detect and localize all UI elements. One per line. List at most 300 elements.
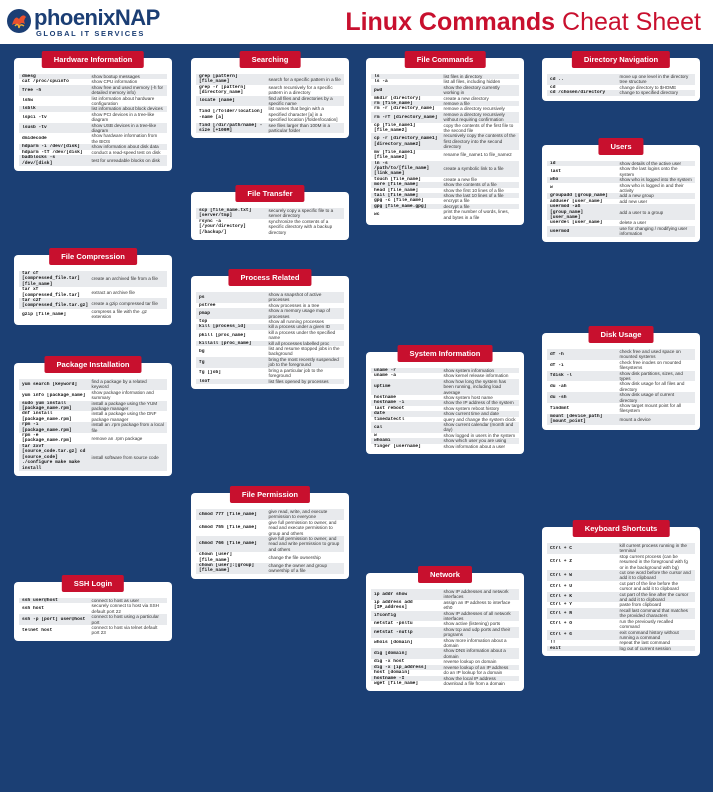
command-row	[547, 543, 695, 554]
command-text: usermod -aG [group_name] [user_name]	[550, 204, 584, 221]
card-users	[542, 142, 700, 242]
command-row	[196, 308, 344, 319]
command-description: run the previously recalled command	[619, 618, 674, 630]
command-row	[547, 581, 695, 592]
command-text: tail [file_name]	[374, 192, 419, 198]
card-rows	[547, 349, 695, 425]
command-text: uptime	[374, 384, 391, 390]
card-system-information	[366, 349, 524, 454]
command-row	[547, 204, 695, 220]
command-description: give read, write, and execute permission to everyone	[268, 509, 328, 520]
command-description: encrypt a file	[443, 198, 470, 204]
command-row	[371, 209, 519, 220]
command-description: repeat the last command	[619, 640, 671, 646]
command-description: print the number of words, lines, and bytes in a file	[443, 209, 509, 220]
command-text: dig -x [ip_address]	[374, 664, 427, 670]
command-description: install software from source code	[91, 454, 159, 460]
command-description: show tcp and udp ports and their programs	[443, 626, 511, 638]
command-description: give full permission to owner, and read and execute permission to group and others	[268, 519, 337, 536]
command-text: find [/folder/location] -name [a]	[199, 109, 263, 120]
command-description: show kernel release information	[443, 373, 509, 379]
command-description: check free inodes on mounted filesystems	[619, 359, 682, 371]
command-text: ps	[199, 294, 205, 300]
command-row	[196, 96, 344, 107]
command-description: remove a directory recursively	[443, 106, 505, 112]
card-rows	[196, 509, 344, 574]
card-title: Directory Navigation	[572, 51, 670, 68]
command-description: install a package using the YUM package manager	[91, 400, 158, 412]
command-description: show IP addresses and network interfaces	[443, 589, 509, 600]
command-row	[196, 357, 344, 368]
command-text: df -h	[550, 351, 564, 357]
command-description: create a new directory	[443, 95, 489, 101]
command-description: conduct a read-speed test on disk	[91, 149, 161, 155]
command-text: rpm -i [package_name.rpm]	[22, 422, 72, 433]
command-description: show disk usage for all files and directory	[619, 381, 685, 392]
command-description: show the last logins onto the system	[619, 166, 678, 177]
command-text: uname -r	[374, 368, 397, 373]
command-row	[547, 554, 695, 570]
command-description: query and change the system clock	[443, 416, 516, 422]
command-text: lsof	[199, 378, 211, 384]
command-row	[19, 390, 167, 401]
command-row	[196, 85, 344, 96]
command-row	[19, 85, 167, 96]
command-row	[547, 90, 695, 95]
command-text: fdisk -l	[550, 373, 573, 379]
command-row	[371, 600, 519, 611]
command-description: show PCI devices in a tree-like diagram	[91, 111, 155, 123]
command-description: log out of current session	[619, 645, 671, 651]
command-description: show system reboot history	[443, 405, 500, 411]
command-description: create a gzip compressed tar file	[91, 300, 158, 306]
command-row	[547, 349, 695, 360]
card-title: Package Installation	[44, 356, 141, 373]
command-text: netstat -nutlp	[374, 629, 413, 635]
command-description: show how long the system has been running, including load average	[443, 378, 507, 395]
command-text: date	[374, 411, 386, 417]
command-description: use for changing / modifying user information	[619, 225, 688, 237]
command-text: cat /proc/cpuinfo	[22, 79, 69, 85]
command-description: create a symbolic link to a file	[443, 165, 504, 171]
command-description: securely connect to host via SSH default port 22	[91, 603, 159, 614]
command-text: mount [device_path] [mount_point]	[550, 413, 603, 425]
command-description: cut part of the line after the cursor and add it to clipboard	[619, 591, 689, 603]
command-text: exit	[550, 645, 562, 651]
command-text: finger [username]	[374, 443, 421, 449]
command-description: add a user to a group	[619, 209, 664, 215]
command-description: show DNS information about a domain	[443, 648, 506, 659]
command-description: connect to host as user	[91, 598, 140, 603]
command-text: ls -a	[374, 79, 388, 85]
command-text: head [file_name]	[374, 187, 419, 193]
command-text: gpg -c [file_name]	[374, 198, 424, 204]
command-text: hostname -I	[374, 675, 405, 681]
command-text: df -i	[550, 362, 564, 368]
command-text: dmidecode	[22, 136, 47, 142]
command-row	[371, 638, 519, 649]
command-row	[547, 608, 695, 619]
command-row	[547, 570, 695, 581]
command-text: whois [domain]	[374, 640, 413, 646]
command-text: dig [domain]	[374, 651, 408, 657]
command-text: ifconfig	[374, 613, 397, 619]
card-file-commands	[366, 55, 524, 225]
command-text: mkdir [directory]	[374, 95, 421, 101]
command-text: chmod 766 [file_name]	[199, 541, 257, 547]
command-text: ip addr show	[374, 591, 408, 597]
card-rows	[19, 271, 167, 320]
command-text: rm [file_name]	[374, 101, 413, 107]
command-row	[196, 208, 344, 219]
command-row	[19, 309, 167, 320]
command-text: usermod	[550, 228, 570, 234]
command-description: create a new file	[443, 176, 477, 182]
command-text: ln -s /path/to/[file_name] [link_name]	[374, 160, 430, 177]
command-description: rename file_name1 to file_name2	[443, 152, 512, 158]
command-text: last reboot	[374, 405, 405, 411]
command-description: see files larger than 100M in a particular folder	[268, 122, 331, 134]
command-text: timedatectl	[374, 416, 405, 422]
command-row	[547, 646, 695, 651]
command-row	[19, 411, 167, 422]
command-text: ls	[374, 74, 380, 79]
command-description: show which user you are using	[443, 438, 507, 444]
command-description: check free and used space on mounted systems	[619, 349, 681, 360]
command-row	[547, 371, 695, 382]
command-description: show the directory currently working in	[443, 84, 500, 96]
command-description: recursively copy the contents of the first directory into the second directory	[443, 133, 516, 150]
command-text: uname -a	[374, 373, 397, 379]
command-text: killall [proc_name]	[199, 340, 252, 346]
command-text: groupadd [group_name]	[550, 193, 608, 199]
command-description: kill current process running in the terminal	[619, 543, 687, 554]
card-rows	[371, 589, 519, 686]
card-title: File Transfer	[235, 185, 304, 202]
command-description: list all files, including hidden	[443, 79, 501, 85]
command-text: fg [job]	[199, 370, 222, 376]
brand-name: phoenixNAP	[34, 5, 160, 30]
command-row	[19, 433, 167, 444]
command-text: Ctrl + K	[550, 594, 573, 600]
command-row	[19, 379, 167, 390]
command-text: netstat -pnltu	[374, 621, 413, 627]
command-row	[19, 133, 167, 144]
card-rows	[547, 161, 695, 237]
command-description: show the first 10 lines of a file	[443, 187, 504, 193]
command-description: move up one level in the directory tree structure	[619, 74, 689, 85]
card-process-related	[191, 273, 349, 389]
command-row	[196, 520, 344, 536]
command-text: id	[550, 161, 556, 166]
command-description: give full permission to owner, and read and write permission to group and others	[268, 536, 340, 552]
command-text: ssh -p [port] user@host	[22, 616, 86, 622]
command-text: hostname	[374, 395, 397, 401]
command-description: do an IP lookup for a domain	[443, 670, 503, 676]
card-rows	[547, 543, 695, 651]
command-row	[371, 85, 519, 96]
command-text: ip address add [IP_address]	[374, 599, 413, 611]
command-text: chown [user]:[group] [file_name]	[199, 563, 255, 574]
command-description: compress a file with the .gz extension	[91, 308, 147, 320]
card-title: System Information	[398, 345, 493, 362]
command-text: grep -r [pattern] [directory_name]	[199, 84, 246, 96]
command-text: touch [file_name]	[374, 176, 421, 182]
command-description: change to specified directory	[619, 90, 679, 96]
command-description: exit command history without running a command	[619, 629, 679, 640]
command-description: kill a process under a given ID	[268, 324, 331, 330]
command-text: kill [process_id]	[199, 324, 246, 330]
command-text: Ctrl + Y	[550, 602, 573, 608]
command-description: remove a directory recursively without requiring confirmation	[443, 111, 505, 123]
command-description: copy the contents of the first file to the second file	[443, 122, 514, 134]
command-description: mount a device	[619, 416, 651, 422]
command-description: test for unreadable blocks on disk	[91, 157, 160, 163]
command-description: find all files and directories by a specific name	[268, 95, 333, 107]
command-text: more [file_name]	[374, 182, 419, 188]
command-row	[19, 401, 167, 412]
card-title: Hardware Information	[42, 51, 144, 68]
card-rows	[196, 292, 344, 384]
command-row	[19, 271, 167, 287]
command-row	[371, 611, 519, 622]
command-text: dmesg	[22, 74, 36, 79]
command-description: show a snapshot of active processes	[268, 292, 322, 303]
command-text: fg	[199, 359, 205, 365]
command-row	[547, 166, 695, 177]
command-row	[196, 536, 344, 552]
command-row	[371, 648, 519, 659]
command-row	[196, 74, 344, 85]
command-row	[547, 381, 695, 392]
command-row	[196, 346, 344, 357]
card-network	[366, 570, 524, 691]
page-title	[345, 8, 701, 36]
command-description: show free and used memory (-h for detailed memory info)	[91, 84, 164, 96]
command-description: delete a user	[619, 220, 647, 226]
command-description: list and resume stopped jobs in the background	[268, 346, 340, 357]
phoenix-logo-icon	[6, 8, 32, 34]
card-title: Searching	[240, 51, 301, 68]
command-text: rm -rf [directory_name]	[374, 114, 438, 120]
command-row	[196, 219, 344, 235]
command-row	[371, 150, 519, 161]
command-text: Ctrl + R	[550, 610, 573, 616]
command-description: synchronize the contents of a specific directory with a backup directory	[268, 218, 333, 235]
command-description: show bootup messages	[91, 74, 140, 79]
card-title: File Compression	[49, 248, 137, 265]
command-description: show CPU information	[91, 79, 138, 85]
command-text: last	[550, 169, 562, 175]
command-row	[196, 552, 344, 563]
command-text: rm -r [directory_name]	[374, 106, 435, 112]
command-text: Ctrl + U	[550, 583, 573, 589]
command-text: badblocks -s /dev/[disk]	[22, 155, 56, 166]
command-description: reverse lookup of an IP address	[443, 664, 509, 670]
command-row	[196, 292, 344, 303]
command-description: list files in directory	[443, 74, 483, 79]
command-description: list names that begin with a specified character [a] in a specified location [/folder/location]	[268, 106, 338, 123]
command-text: lshw	[22, 98, 34, 104]
command-text: w	[374, 432, 377, 438]
command-row	[547, 619, 695, 630]
card-rows	[371, 74, 519, 220]
command-description: kill a process under the specified name	[268, 329, 336, 341]
command-text: locate [name]	[199, 98, 235, 104]
command-description: show who is logged into the system	[619, 177, 692, 183]
command-description: connect to host via telnet default port 23	[91, 625, 158, 636]
command-description: show hardware information from the BIOS	[91, 133, 158, 144]
command-text: who	[550, 177, 559, 183]
card-title: Disk Usage	[589, 326, 654, 343]
command-text: adduser [user_name]	[550, 198, 603, 204]
card-rows	[547, 74, 695, 96]
command-row	[196, 563, 344, 574]
command-text: tar xf [compressed_file.tar]	[22, 287, 80, 298]
command-description: search for a specific pattern in a file	[268, 76, 341, 82]
command-row	[547, 630, 695, 641]
command-description: decrypt a file	[443, 203, 470, 209]
command-row	[371, 161, 519, 177]
command-row	[547, 360, 695, 371]
command-description: extract an archive file	[91, 289, 135, 295]
command-description: show a memory usage map of processes	[268, 308, 331, 319]
command-text: gzip [file_name]	[22, 311, 67, 317]
command-text: yum search [keyword]	[22, 381, 78, 387]
command-text: host [domain]	[374, 670, 410, 676]
command-text: Ctrl + G	[550, 632, 573, 638]
card-title: SSH Login	[62, 575, 124, 592]
command-description: show logged in users in the system	[443, 432, 516, 438]
brand-subtitle: GLOBAL IT SERVICES	[36, 29, 145, 38]
command-description: show active (listening) ports	[443, 621, 501, 627]
command-row	[371, 589, 519, 600]
command-row	[547, 183, 695, 194]
command-description: show the last 10 lines of a file	[443, 192, 504, 198]
command-row	[196, 106, 344, 122]
card-disk-usage	[542, 330, 700, 430]
command-description: remove an .rpm package	[91, 435, 143, 441]
command-text: grep [pattern] [file_name]	[199, 74, 238, 85]
command-description: kill all processes labelled proc	[268, 340, 330, 346]
command-description: list information about hardware configuration	[91, 95, 155, 107]
command-text: free -h	[22, 87, 42, 93]
card-keyboard-shortcuts	[542, 524, 700, 656]
command-text: whoami	[374, 438, 391, 444]
card-file-transfer	[191, 189, 349, 240]
command-description: show who is logged in and their activity	[619, 182, 684, 194]
command-description: cut one word before the cursor and add it to clipboard	[619, 570, 691, 581]
command-text: tar cf [compressed_file.tar] [file_name]	[22, 271, 80, 287]
command-description: show information about a user	[443, 443, 506, 449]
command-description: show system host name	[443, 395, 493, 401]
command-text: ssh user@host	[22, 598, 58, 603]
command-text: rsync -a [/your/directory] [/backup/]	[199, 218, 246, 235]
command-row	[19, 422, 167, 433]
command-description: search recursively for a specific pattern in a directory	[268, 84, 333, 96]
command-row	[19, 96, 167, 107]
command-description: change the owner and group ownership of a file	[268, 563, 328, 574]
command-row	[19, 112, 167, 123]
command-row	[371, 681, 519, 686]
command-description: show current calendar (month and day)	[443, 422, 514, 433]
command-description: show target mount point for all filesystem	[619, 403, 682, 414]
command-description: show system information	[443, 368, 495, 373]
card-rows	[196, 208, 344, 235]
command-row	[547, 392, 695, 403]
card-rows	[19, 379, 167, 471]
command-row	[371, 444, 519, 449]
command-row	[19, 298, 167, 309]
command-row	[547, 414, 695, 425]
card-rows	[19, 598, 167, 636]
command-description: show details of the active user	[619, 161, 682, 166]
command-text: hdparm -tT /dev/[disk]	[22, 149, 83, 155]
command-text: pstree	[199, 302, 216, 308]
command-description: remove a file	[443, 101, 470, 107]
command-description: reverse lookup on domain	[443, 659, 497, 665]
command-text: scp [file_name.txt] [server/tmp]	[199, 208, 252, 219]
command-text: sudo yum install [package_name.rpm]	[22, 400, 72, 412]
card-file-compression	[14, 252, 172, 325]
command-description: bring the most recently suspended job to the foreground	[268, 356, 339, 368]
command-text: lsblk	[22, 106, 36, 112]
card-title: Process Related	[228, 269, 311, 286]
command-text: tar zxvf [source_code.tar.gz] cd [source_code] ./configure make make install	[22, 443, 86, 471]
command-row	[371, 422, 519, 433]
command-text: bg	[199, 348, 205, 354]
card-rows	[371, 368, 519, 449]
card-package-installation	[14, 360, 172, 476]
command-description: create an archived file from a file	[91, 276, 158, 282]
command-description: show disk partitions, sizes, and types	[619, 370, 683, 382]
command-text: lsusb -tv	[22, 125, 47, 131]
command-text: userdel [user_name]	[550, 220, 603, 226]
command-text: chown [user] [file_name]	[199, 552, 233, 563]
command-description: securely copy a specific file to a server directory	[268, 208, 334, 219]
command-text: pmap	[199, 310, 211, 316]
command-text: cp [file_name1] [file_name2]	[374, 122, 416, 134]
command-text: pwd	[374, 87, 383, 93]
command-row	[19, 614, 167, 625]
command-row	[196, 330, 344, 341]
card-title: File Permission	[230, 486, 310, 503]
command-text: Ctrl + C	[550, 545, 573, 551]
command-description: list information about block devices	[91, 106, 163, 112]
brand-logo[interactable]	[6, 6, 176, 40]
card-hardware-information	[14, 55, 172, 171]
command-description: find a package by a related keyword	[91, 379, 147, 390]
command-row	[196, 379, 344, 384]
command-description: bring a particular job to the foreground	[268, 367, 323, 379]
command-description: show USB devices in a tree-like diagram	[91, 122, 157, 134]
command-description: connect to host using a particular port	[91, 614, 159, 625]
command-text: find [/dir/path/name] -size [+100M]	[199, 122, 263, 134]
command-text: tar czf [compressed_file.tar.gz]	[22, 298, 89, 309]
command-description: change the file ownership	[268, 554, 321, 560]
command-text: wget [file_name]	[374, 680, 419, 686]
command-text: hostname -i	[374, 400, 405, 406]
command-description: recall last command that matches the provided characters	[619, 607, 688, 619]
card-title: Users	[598, 138, 643, 155]
command-description: show the IP address of the system	[443, 400, 514, 406]
command-text: chmod 777 [file_name]	[199, 511, 257, 517]
command-row	[19, 287, 167, 298]
command-row	[547, 403, 695, 414]
command-description: show the contents of a file	[443, 182, 497, 188]
card-ssh-login	[14, 579, 172, 641]
command-text: dnf install [package_name.rpm]	[22, 411, 72, 422]
